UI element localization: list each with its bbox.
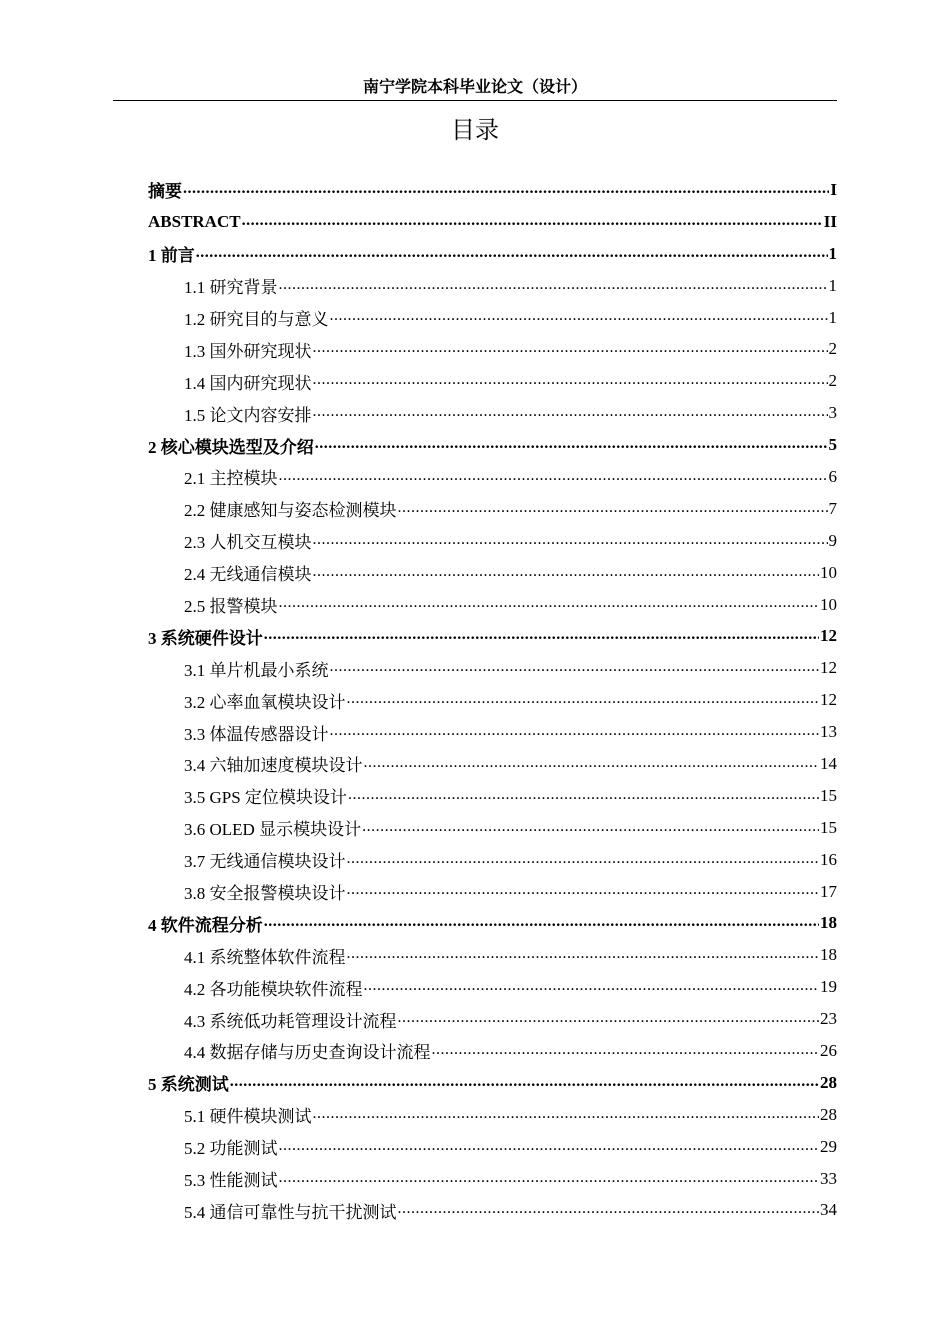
toc-dot-leader [279, 589, 820, 621]
toc-entry-label: 3.1 单片机最小系统 [184, 660, 329, 680]
toc-dot-leader [313, 333, 828, 365]
toc-dot-leader [398, 493, 828, 525]
toc-dot-leader [347, 876, 820, 908]
toc-dot-leader [398, 1003, 820, 1035]
toc-dot-leader [279, 1163, 820, 1195]
toc-entry-page-number: 2 [828, 371, 837, 391]
toc-entry-label: 2.3 人机交互模块 [184, 533, 312, 553]
toc-section-entry[interactable] [148, 939, 837, 971]
toc-entry-label: 4.2 各功能模块软件流程 [184, 979, 363, 999]
toc-entry-label: ABSTRACT [148, 211, 241, 231]
toc-entry-page-number: 15 [820, 817, 837, 837]
toc-section-entry[interactable] [148, 1131, 837, 1163]
toc-dot-leader [348, 780, 819, 812]
toc-section-entry[interactable] [148, 780, 837, 812]
toc-entry-label: 4 软件流程分析 [148, 915, 263, 935]
toc-section-entry[interactable] [148, 589, 837, 621]
toc-dot-leader [196, 238, 828, 270]
toc-entry-page-number: 13 [820, 722, 837, 742]
toc-entry-page-number: 1 [828, 307, 837, 327]
toc-section-entry[interactable] [148, 397, 837, 429]
toc-entry-label: 3.3 体温传感器设计 [184, 724, 329, 744]
toc-section-entry[interactable] [148, 557, 837, 589]
toc-dot-leader [242, 206, 823, 238]
toc-entry-label: 1.5 论文内容安排 [184, 405, 312, 425]
toc-dot-leader [313, 1099, 820, 1131]
toc-entry-label: 1.2 研究目的与意义 [184, 310, 329, 329]
header-title: 南宁学院本科毕业论文（设计） [362, 77, 587, 96]
toc-entry-label: 5.1 硬件模块测试 [184, 1107, 312, 1127]
toc-section-entry[interactable] [148, 652, 837, 684]
toc-dot-leader [330, 652, 820, 684]
toc-entry-page-number: I [830, 179, 837, 199]
toc-section-entry[interactable] [148, 1003, 837, 1035]
toc-section-entry[interactable] [148, 1099, 837, 1131]
toc-chapter-entry[interactable] [148, 1067, 837, 1099]
toc-entry-page-number: 3 [828, 403, 837, 423]
toc-entry-page-number: 26 [820, 1040, 837, 1060]
toc-entry-label: 3.4 六轴加速度模块设计 [184, 756, 363, 776]
toc-entry-label: 3.8 安全报警模块设计 [184, 884, 346, 904]
toc-entry-page-number: 5 [828, 435, 837, 455]
toc-title: 目录 [451, 116, 499, 144]
toc-entry-label: 4.4 数据存储与历史查询设计流程 [184, 1043, 431, 1063]
toc-entry-page-number: 28 [820, 1104, 837, 1124]
page-header [113, 74, 837, 101]
toc-entry-label: 3.2 心率血氧模块设计 [184, 692, 346, 712]
table-of-contents [148, 174, 837, 1226]
toc-entry-label: 1.3 国外研究现状 [184, 341, 312, 361]
toc-dot-leader [347, 939, 820, 971]
toc-section-entry[interactable] [148, 493, 837, 525]
toc-entry-page-number: 1 [828, 243, 837, 263]
toc-section-entry[interactable] [148, 876, 837, 908]
toc-entry-label: 3 系统硬件设计 [148, 628, 263, 648]
toc-entry-label: 3.5 GPS 定位模块设计 [184, 788, 347, 808]
toc-entry-label: 2.4 无线通信模块 [184, 565, 312, 585]
toc-chapter-entry[interactable] [148, 238, 837, 270]
toc-entry-page-number: 10 [820, 562, 837, 582]
toc-section-entry[interactable] [148, 1035, 837, 1067]
toc-section-entry[interactable] [148, 365, 837, 397]
toc-entry-page-number: 15 [820, 785, 837, 805]
toc-dot-leader [279, 1131, 820, 1163]
toc-entry-label: 2.2 健康感知与姿态检测模块 [184, 501, 397, 521]
toc-section-entry[interactable] [148, 812, 837, 844]
toc-dot-leader [183, 174, 829, 206]
toc-entry-label: 5.4 通信可靠性与抗干扰测试 [184, 1202, 397, 1222]
toc-section-entry[interactable] [148, 525, 837, 557]
toc-dot-leader [330, 302, 828, 334]
toc-entry-page-number: 17 [820, 881, 837, 901]
toc-entry-page-number: 9 [828, 530, 837, 550]
toc-dot-leader [313, 525, 828, 557]
toc-dot-leader [230, 1067, 819, 1099]
toc-dot-leader [279, 270, 828, 302]
toc-section-entry[interactable] [148, 748, 837, 780]
toc-chapter-entry[interactable] [148, 907, 837, 939]
toc-entry-page-number: 16 [820, 849, 837, 869]
toc-dot-leader [279, 461, 828, 493]
toc-dot-leader [313, 365, 828, 397]
toc-dot-leader [264, 907, 819, 939]
toc-section-entry[interactable] [148, 270, 837, 302]
toc-entry-label: 1.4 国内研究现状 [184, 373, 312, 393]
toc-dot-leader [347, 844, 820, 876]
toc-entry-label: 3.7 无线通信模块设计 [184, 852, 346, 872]
toc-entry-label: 4.1 系统整体软件流程 [184, 947, 346, 967]
toc-section-entry[interactable] [148, 1195, 837, 1227]
toc-entry-page-number: 18 [820, 913, 837, 933]
toc-section-entry[interactable] [148, 716, 837, 748]
toc-dot-leader [264, 620, 819, 652]
toc-entry-label: 1 前言 [148, 246, 195, 266]
toc-section-entry[interactable] [148, 333, 837, 365]
toc-chapter-entry[interactable] [148, 620, 837, 652]
toc-section-entry[interactable] [148, 971, 837, 1003]
toc-entry-page-number: 1 [828, 275, 837, 295]
toc-chapter-entry[interactable] [148, 206, 837, 238]
toc-entry-label: 3.6 OLED 显示模块设计 [184, 820, 362, 840]
toc-dot-leader [315, 429, 828, 461]
toc-entry-page-number: 28 [820, 1072, 837, 1092]
toc-entry-label: 2.1 主控模块 [184, 469, 278, 489]
toc-entry-page-number: 18 [820, 945, 837, 965]
toc-dot-leader [432, 1035, 820, 1067]
toc-entry-page-number: II [823, 211, 837, 231]
toc-entry-label: 2 核心模块选型及介绍 [148, 437, 314, 457]
toc-section-entry[interactable] [148, 461, 837, 493]
toc-dot-leader [313, 397, 828, 429]
toc-entry-label: 5 系统测试 [148, 1075, 229, 1095]
toc-dot-leader [347, 684, 820, 716]
toc-entry-page-number: 6 [828, 466, 837, 486]
toc-dot-leader [364, 971, 820, 1003]
toc-entry-label: 2.5 报警模块 [184, 597, 278, 617]
toc-entry-page-number: 14 [820, 753, 837, 773]
toc-entry-page-number: 33 [820, 1168, 837, 1188]
toc-entry-page-number: 12 [820, 626, 837, 646]
toc-entry-page-number: 12 [820, 690, 837, 710]
toc-dot-leader [313, 557, 820, 589]
toc-section-entry[interactable] [148, 1163, 837, 1195]
toc-entry-label: 5.2 功能测试 [184, 1139, 278, 1159]
toc-section-entry[interactable] [148, 844, 837, 876]
toc-dot-leader [398, 1195, 820, 1227]
toc-entry-page-number: 12 [820, 658, 837, 678]
toc-entry-label: 5.3 性能测试 [184, 1171, 278, 1191]
toc-entry-page-number: 2 [828, 339, 837, 359]
toc-entry-page-number: 34 [820, 1200, 837, 1220]
toc-chapter-entry[interactable] [148, 429, 837, 461]
toc-entry-page-number: 29 [820, 1136, 837, 1156]
toc-entry-label: 摘要 [148, 182, 182, 202]
toc-chapter-entry[interactable] [148, 174, 837, 206]
toc-dot-leader [330, 716, 820, 748]
toc-dot-leader [362, 812, 819, 844]
toc-entry-page-number: 23 [820, 1009, 837, 1029]
toc-entry-page-number: 19 [820, 977, 837, 997]
toc-entry-label: 1.1 研究背景 [184, 278, 278, 298]
toc-entry-page-number: 10 [820, 594, 837, 614]
toc-entry-label: 4.3 系统低功耗管理设计流程 [184, 1011, 397, 1031]
toc-dot-leader [364, 748, 820, 780]
toc-section-entry[interactable] [148, 684, 837, 716]
toc-entry-page-number: 7 [828, 498, 837, 518]
toc-section-entry[interactable] [148, 302, 837, 334]
